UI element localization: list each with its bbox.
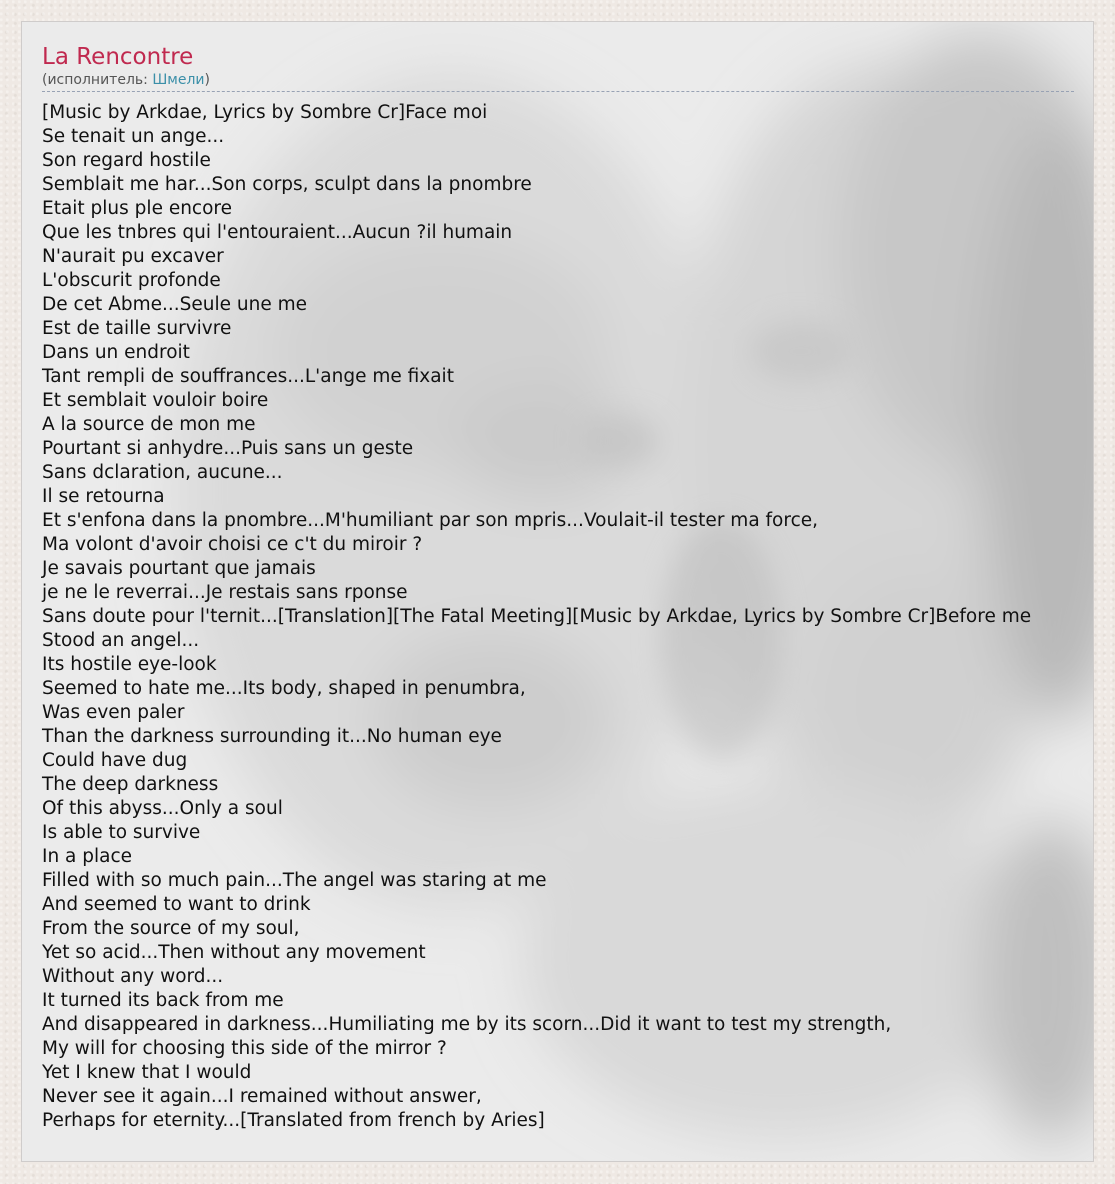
- lyric-line: Je savais pourtant que jamais: [42, 558, 316, 579]
- lyric-line: Never see it again...I remained without answer,: [42, 1086, 482, 1107]
- lyric-line: Seemed to hate me...Its body, shaped in penumbra,: [42, 678, 526, 699]
- lyric-line: Is able to survive: [42, 822, 201, 843]
- lyric-line: De cet Abme...Seule une me: [42, 294, 308, 315]
- lyric-line: Yet I knew that I would: [42, 1062, 252, 1083]
- lyric-line: Without any word...: [42, 966, 224, 987]
- lyric-line: From the source of my soul,: [42, 918, 300, 939]
- lyric-line: N'aurait pu excaver: [42, 246, 224, 267]
- lyric-line: My will for choosing this side of the mirror ?: [42, 1038, 447, 1059]
- lyric-line: Tant rempli de souffrances...L'ange me fixait: [42, 366, 454, 387]
- lyric-line: A la source de mon me: [42, 414, 256, 435]
- lyric-line: The deep darkness: [42, 774, 219, 795]
- lyrics-panel: [21, 21, 1094, 1162]
- lyric-line: Est de taille survivre: [42, 318, 232, 339]
- lyric-line: Se tenait un ange...: [42, 126, 225, 147]
- lyric-line: It turned its back from me: [42, 990, 284, 1011]
- lyrics-text: [42, 101, 1093, 1133]
- lyric-line: Semblait me har...Son corps, sculpt dans la pnombre: [42, 174, 532, 195]
- lyric-line: Stood an angel...: [42, 630, 200, 651]
- lyric-line: Filled with so much pain...The angel was staring at me: [42, 870, 547, 891]
- lyric-line: Et s'enfona dans la pnombre...M'humiliant par son mpris...Voulait-il tester ma force,: [42, 510, 819, 531]
- lyric-line: Ma volont d'avoir choisi ce c't du miroir ?: [42, 534, 423, 555]
- lyric-line: Its hostile eye-look: [42, 654, 217, 675]
- performer-link[interactable]: Шмели: [152, 72, 205, 88]
- lyric-line: Etait plus ple encore: [42, 198, 233, 219]
- lyric-line: Sans dclaration, aucune...: [42, 462, 283, 483]
- lyric-line: L'obscurit profonde: [42, 270, 221, 291]
- lyric-line: And disappeared in darkness...Humiliating me by its scorn...Did it want to test my strength,: [42, 1014, 892, 1035]
- lyric-line: In a place: [42, 846, 133, 867]
- lyric-line: Dans un endroit: [42, 342, 190, 363]
- lyric-line: Que les tnbres qui l'entouraient...Aucun ?il humain: [42, 222, 513, 243]
- lyric-line: Il se retourna: [42, 486, 165, 507]
- lyric-line: Yet so acid...Then without any movement: [42, 942, 426, 963]
- song-content: [22, 22, 1093, 1133]
- lyric-line: Et semblait vouloir boire: [42, 390, 269, 411]
- lyric-line: Was even paler: [42, 702, 185, 723]
- performer-suffix: ): [204, 72, 210, 88]
- performer-prefix: (исполнитель:: [42, 72, 153, 88]
- lyric-line: Of this abyss...Only a soul: [42, 798, 283, 819]
- lyric-line: Son regard hostile: [42, 150, 211, 171]
- lyric-line: [Music by Arkdae, Lyrics by Sombre Cr]Face moi: [42, 102, 488, 123]
- lyric-line: je ne le reverrai...Je restais sans rponse: [42, 582, 408, 603]
- song-title: La Rencontre: [42, 44, 194, 70]
- lyric-line: Could have dug: [42, 750, 188, 771]
- lyric-line: Sans doute pour l'ternit...[Translation][The Fatal Meeting][Music by Arkdae, Lyrics by Sombre Cr]Before me: [42, 606, 1032, 627]
- performer-line: [42, 72, 1074, 92]
- lyric-line: Than the darkness surrounding it...No human eye: [42, 726, 502, 747]
- lyric-line: And seemed to want to drink: [42, 894, 311, 915]
- lyric-line: Pourtant si anhydre...Puis sans un geste: [42, 438, 414, 459]
- lyric-line: Perhaps for eternity...[Translated from french by Aries]: [42, 1110, 545, 1131]
